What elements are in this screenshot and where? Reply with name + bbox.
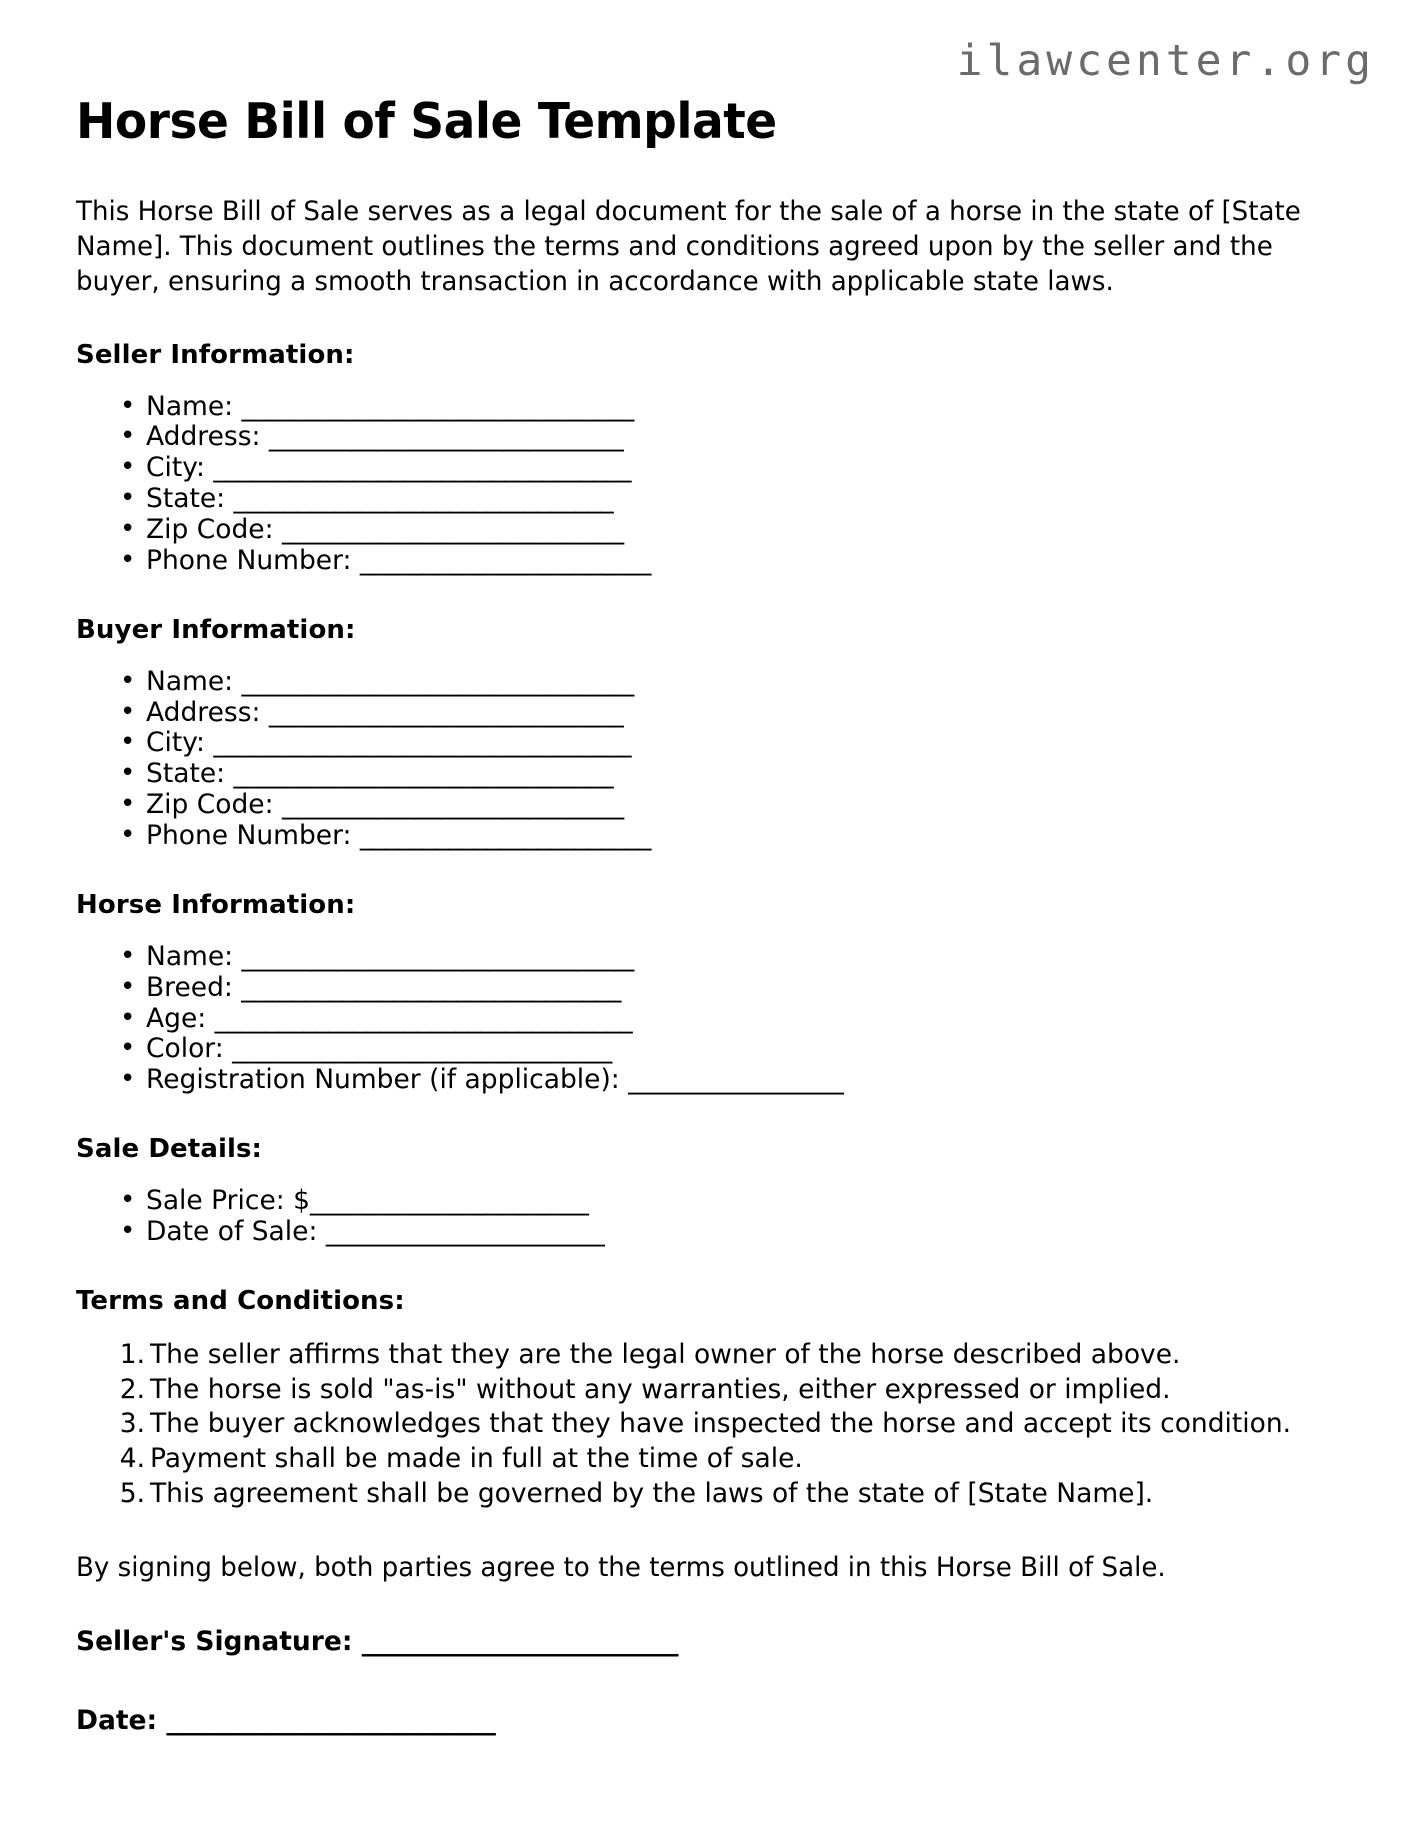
field-blank[interactable]: _________________________________ xyxy=(214,1002,633,1034)
field-label: Color: xyxy=(146,1033,224,1065)
site-watermark: ilawcenter.org xyxy=(956,36,1375,86)
field-label: City: xyxy=(146,452,205,484)
list-item xyxy=(120,546,1361,577)
list-item xyxy=(120,698,1361,729)
field-label: Phone Number: xyxy=(146,820,352,851)
seller-information-heading: Seller Information: xyxy=(76,339,355,370)
date-label: Date: xyxy=(76,1705,158,1737)
terms-and-conditions-list xyxy=(76,1338,1361,1512)
field-blank[interactable]: _________________________________ xyxy=(213,452,631,484)
list-item xyxy=(120,790,1361,821)
field-blank[interactable]: ______________________ xyxy=(310,1185,589,1217)
field-label: State: xyxy=(146,483,226,515)
intro-paragraph: This Horse Bill of Sale serves as a legal document for the sale of a horse in the state of [State Name]. This document outlines the terms and conditions agreed upon by the seller and the buyer, ensuring a smooth transaction in accordance with applicable state laws. xyxy=(76,196,1301,297)
field-blank[interactable]: ______________________________ xyxy=(241,971,621,1003)
field-blank[interactable]: ______________________ xyxy=(325,1216,605,1248)
list-item: The horse is sold "as-is" without any warranties, either expressed or implied. xyxy=(150,1373,1171,1405)
field-blank[interactable]: ______________________________ xyxy=(233,758,614,790)
field-label: Address: xyxy=(146,421,261,453)
field-label: Name: xyxy=(146,390,234,422)
field-blank[interactable]: ____________________________ xyxy=(268,421,624,453)
field-label: Name: xyxy=(146,665,234,697)
field-label: Zip Code: xyxy=(146,513,274,545)
field-label: Sale Price: $ xyxy=(146,1185,311,1217)
field-label: Registration Number (if applicable): xyxy=(146,1064,620,1096)
field-label: Name: xyxy=(146,940,234,972)
field-blank[interactable]: _______________________________ xyxy=(241,390,634,422)
field-label: Address: xyxy=(146,696,261,728)
seller-information-list xyxy=(76,392,1361,577)
field-blank[interactable]: _________________ xyxy=(628,1064,844,1096)
seller-signature-blank[interactable]: _________________________ xyxy=(361,1626,678,1658)
field-blank[interactable]: ___________________________ xyxy=(281,513,624,545)
horse-information-list xyxy=(76,942,1361,1096)
date-row xyxy=(76,1705,1361,1736)
field-blank[interactable]: _______________________ xyxy=(359,820,651,851)
document-body xyxy=(76,93,1361,1737)
field-blank[interactable]: _______________________________ xyxy=(241,665,634,697)
list-item: The buyer acknowledges that they have inspected the horse and accept its condition. xyxy=(150,1408,1292,1440)
signature-spacer xyxy=(76,1691,1361,1705)
list-item: Payment shall be made in full at the time of sale. xyxy=(150,1442,803,1474)
list-item xyxy=(120,759,1361,790)
field-blank[interactable]: ______________________________ xyxy=(233,483,614,515)
buyer-information-heading: Buyer Information: xyxy=(76,614,356,645)
seller-signature-label: Seller's Signature: xyxy=(76,1626,353,1658)
field-blank[interactable]: _______________________ xyxy=(359,544,651,576)
list-item xyxy=(120,973,1361,1004)
field-blank[interactable]: _______________________________ xyxy=(241,940,634,972)
list-item xyxy=(120,422,1361,453)
list-item xyxy=(120,392,1361,423)
sale-details-list xyxy=(76,1186,1361,1248)
list-item xyxy=(120,1186,1361,1217)
field-label: Age: xyxy=(146,1002,207,1034)
list-item xyxy=(120,667,1361,698)
field-blank[interactable]: ___________________________ xyxy=(281,789,624,821)
horse-information-heading: Horse Information: xyxy=(76,889,356,920)
field-label: Date of Sale: xyxy=(146,1216,318,1248)
list-item xyxy=(120,942,1361,973)
sale-details-heading: Sale Details: xyxy=(76,1134,263,1165)
list-item xyxy=(120,515,1361,546)
list-item xyxy=(120,1217,1361,1248)
list-item xyxy=(120,821,1361,852)
list-item xyxy=(120,1065,1361,1096)
list-item xyxy=(120,728,1361,759)
closing-paragraph: By signing below, both parties agree to the terms outlined in this Horse Bill of Sale. xyxy=(76,1552,1166,1584)
field-label: Zip Code: xyxy=(146,789,274,821)
field-label: State: xyxy=(146,758,226,790)
buyer-information-list xyxy=(76,667,1361,852)
field-label: Phone Number: xyxy=(146,544,352,576)
page-title: Horse Bill of Sale Template xyxy=(76,93,777,150)
field-label: City: xyxy=(146,727,205,759)
field-blank[interactable]: ______________________________ xyxy=(232,1033,612,1065)
field-blank[interactable]: ____________________________ xyxy=(268,696,624,728)
list-item xyxy=(120,1004,1361,1035)
list-item: This agreement shall be governed by the laws of the state of [State Name]. xyxy=(150,1477,1154,1509)
list-item xyxy=(120,453,1361,484)
seller-signature-row xyxy=(76,1626,1361,1657)
field-blank[interactable]: _________________________________ xyxy=(213,727,631,759)
list-item xyxy=(120,484,1361,515)
date-blank[interactable]: __________________________ xyxy=(166,1705,496,1737)
field-label: Breed: xyxy=(146,971,233,1003)
list-item xyxy=(120,1034,1361,1065)
terms-and-conditions-heading: Terms and Conditions: xyxy=(76,1285,405,1316)
list-item: The seller affirms that they are the legal owner of the horse described above. xyxy=(150,1338,1181,1370)
